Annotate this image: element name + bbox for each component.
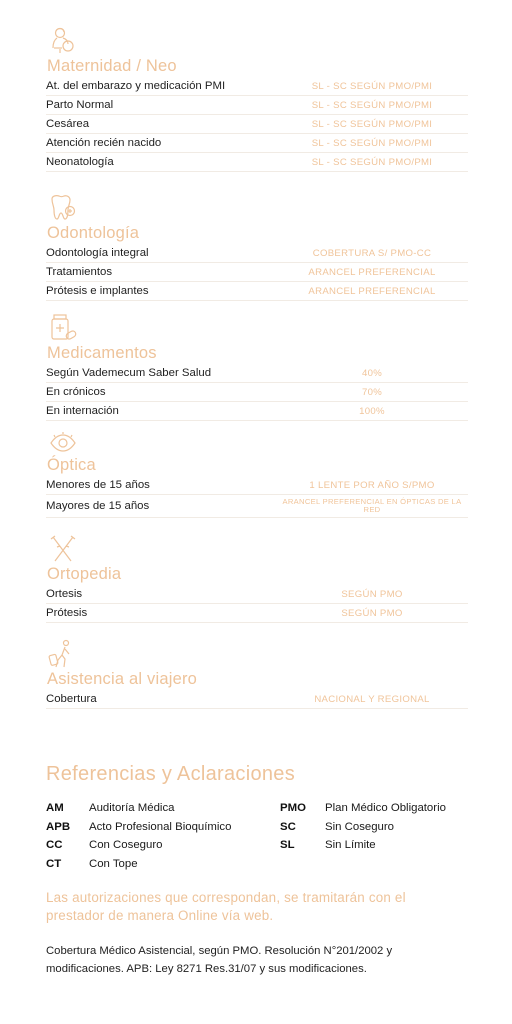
row-label: Neonatología: [46, 156, 114, 168]
section-title: Ortopedia: [47, 565, 122, 583]
reference-abbr: SL: [280, 839, 295, 851]
row-label: Prótesis: [46, 607, 88, 619]
pregnant-woman-icon: [48, 26, 78, 56]
row-label: En crónicos: [46, 386, 106, 398]
row-value: ARANCEL PREFERENCIAL: [308, 285, 436, 297]
row-label: Cesárea: [46, 118, 90, 130]
section-asistencia-viajero: [46, 639, 468, 709]
coverage-row: [46, 263, 468, 282]
row-value: 40%: [361, 367, 383, 379]
reference-abbr: PMO: [280, 802, 306, 814]
reference-text: Con Tope: [89, 857, 138, 870]
reference-item: [46, 858, 231, 877]
reference-abbr: CC: [46, 839, 63, 851]
row-label: At. del embarazo y medicación PMI: [46, 80, 226, 92]
reference-text: Con Coseguro: [89, 839, 163, 851]
reference-text: Auditoría Médica: [89, 802, 175, 814]
row-label: Menores de 15 años: [46, 479, 150, 491]
reference-text: Acto Profesional Bioquímico: [89, 820, 232, 833]
coverage-row: [46, 134, 468, 153]
row-value: 100%: [359, 405, 385, 417]
coverage-row: [46, 495, 468, 518]
row-label: Ortesis: [46, 588, 83, 600]
row-value: SL - SC SEGÚN PMO/PMI: [311, 99, 433, 111]
reference-item: [280, 802, 446, 821]
reference-item: [46, 839, 231, 858]
row-label: Tratamientos: [46, 266, 113, 278]
row-value: ARANCEL PREFERENCIAL: [308, 266, 436, 278]
section-title: Medicamentos: [47, 344, 157, 362]
section-title: Asistencia al viajero: [47, 670, 198, 688]
row-label: Atención recién nacido: [46, 137, 162, 149]
authorization-note: Las autorizaciones que correspondan, se tramitarán con el prestador de manera Online vía web.: [46, 890, 406, 923]
section-ortopedia: [46, 534, 468, 623]
references-right-column: [280, 802, 446, 858]
row-value: SEGÚN PMO: [341, 607, 403, 619]
reference-item: [46, 802, 231, 821]
row-value: 1 LENTE POR AÑO S/PMO: [309, 479, 435, 491]
coverage-row: [46, 77, 468, 96]
reference-abbr: SC: [280, 820, 296, 833]
reference-abbr: APB: [46, 820, 71, 833]
row-value: SL - SC SEGÚN PMO/PMI: [311, 80, 433, 92]
row-label: Mayores de 15 años: [46, 500, 150, 512]
eye-icon: [48, 431, 78, 455]
reference-item: [280, 839, 446, 858]
coverage-row: [46, 690, 468, 709]
row-value: SEGÚN PMO: [341, 588, 403, 600]
traveler-luggage-icon: [48, 639, 78, 669]
reference-text: Sin Coseguro: [325, 820, 395, 833]
row-label: Cobertura: [46, 693, 97, 705]
legal-text: Cobertura Médico Asistencial, según PMO. Resolución N°201/2002 y modificaciones. APB: Ley 8271 Res.31/07 y sus modificaciones.: [46, 945, 393, 975]
row-label: En internación: [46, 405, 119, 417]
tooth-icon: [48, 193, 78, 223]
reference-item: [280, 821, 446, 840]
coverage-row: [46, 244, 468, 263]
coverage-row: [46, 96, 468, 115]
row-label: Odontología integral: [46, 247, 149, 259]
coverage-row: [46, 402, 468, 421]
row-value: SL - SC SEGÚN PMO/PMI: [311, 118, 433, 130]
reference-item: [46, 821, 231, 840]
row-value: NACIONAL Y REGIONAL: [314, 693, 430, 705]
section-medicamentos: [46, 313, 468, 421]
row-label: Según Vademecum Saber Salud: [46, 367, 212, 379]
coverage-row: [46, 476, 468, 495]
medicine-bottle-icon: [48, 313, 78, 343]
reference-text: Plan Médico Obligatorio: [325, 802, 446, 814]
reference-abbr: AM: [46, 802, 64, 814]
row-value: 70%: [361, 386, 383, 398]
row-label: Prótesis e implantes: [46, 285, 149, 297]
section-title: Maternidad / Neo: [47, 57, 177, 75]
reference-abbr: CT: [46, 857, 62, 870]
reference-text: Sin Límite: [325, 839, 376, 851]
coverage-row: [46, 604, 468, 623]
coverage-row: [46, 115, 468, 134]
references-left-column: [46, 802, 231, 876]
section-title: Odontología: [47, 224, 140, 242]
section-maternidad: [46, 26, 468, 172]
section-odontologia: [46, 193, 468, 301]
row-label: Parto Normal: [46, 99, 114, 111]
coverage-row: [46, 585, 468, 604]
row-value: ARANCEL PREFERENCIAL EN ÓPTICAS DE LA RED: [282, 497, 462, 514]
row-value: SL - SC SEGÚN PMO/PMI: [311, 137, 433, 149]
coverage-row: [46, 282, 468, 301]
references-title: Referencias y Aclaraciones: [46, 763, 296, 785]
row-value: SL - SC SEGÚN PMO/PMI: [311, 156, 433, 168]
crutches-icon: [48, 534, 78, 564]
coverage-row: [46, 364, 468, 383]
row-value: COBERTURA S/ PMO-CC: [312, 247, 432, 259]
coverage-row: [46, 153, 468, 172]
coverage-row: [46, 383, 468, 402]
section-title: Óptica: [47, 456, 96, 474]
section-optica: [46, 431, 468, 518]
